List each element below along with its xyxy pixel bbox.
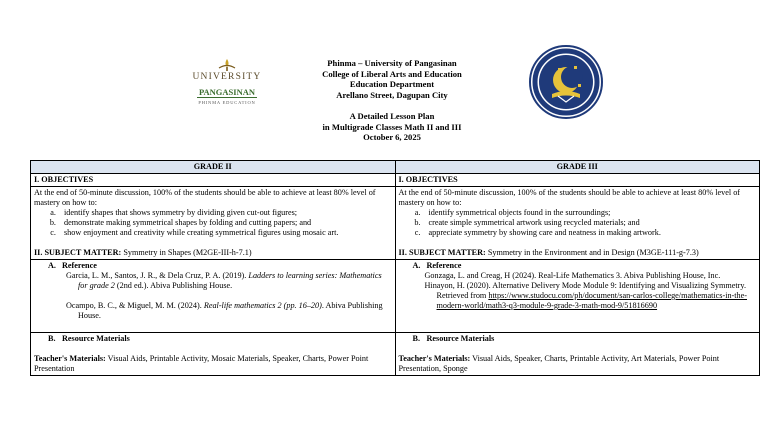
objectives-left (31, 187, 396, 260)
header-line-2: College of Liberal Arts and Education (322, 68, 462, 79)
subject-matter-right: II. SUBJECT MATTER: Symmetry in the Environment and in Design (M3GE-111-g-7.3) (398, 248, 699, 257)
reference-heading-right: A. Reference (412, 261, 462, 270)
plan-date: October 6, 2025 (363, 132, 421, 143)
objectives-label-left: I. OBJECTIVES (31, 174, 396, 187)
reference-link[interactable]: https://www.studocu.com/ph/document/san-carlos-college/mathematics-in-the-modern-world/math3-q3-module-9-grade-3-math-mod-9/51816690 (436, 291, 748, 310)
subject-matter-left: II. SUBJECT MATTER: Symmetry in Shapes (M2GE-III-h-7.1) (34, 248, 252, 257)
objectives-list-left (34, 208, 392, 238)
grade-iii-header: GRADE III (395, 161, 760, 174)
objectives-list-right (399, 208, 757, 238)
resource-left (31, 333, 396, 376)
header-line-3: Education Department (349, 79, 435, 90)
objectives-intro-right: At the end of 50-minute discussion, 100% of the students should be able to achieve at least 80% level of mastery on how to: (398, 188, 741, 207)
teacher-materials-left: Teacher's Materials: Visual Aids, Printable Activity, Mosaic Materials, Speaker, Charts, Power Point Presentation (34, 354, 369, 373)
header-text (250, 58, 534, 143)
reference-entry: Hinayon, H. (2020). Alternative Delivery Mode Module 9: Identifying and Visualizing Symmetry. Retrieved from https://www.studocu.com/ph/document/san-carlos-college/mathematics-in-the-modern-world/math3-q3-module-9-grade-3-math-mod-9/51816690 (424, 281, 748, 310)
reference-right (395, 260, 760, 333)
header-line-4: Arellano Street, Dagupan City (336, 89, 448, 100)
plan-subtitle: in Multigrade Classes Math II and III (322, 121, 462, 132)
list-item: c. appreciate symmetry by showing care and neatness in making artwork. (423, 228, 757, 238)
objectives-row (31, 187, 760, 260)
torch-emblem-icon (216, 58, 238, 72)
list-item: b. demonstrate making symmetrical shapes by folding and cutting papers; and (58, 218, 392, 228)
objectives-label-row (31, 174, 760, 187)
objectives-label-right: I. OBJECTIVES (395, 174, 760, 187)
objectives-intro-left: At the end of 50-minute discussion, 100% of the students should be able to achieve at least 80% level of mastery on how to: (34, 188, 376, 207)
list-item: c. show enjoyment and creativity while creating symmetrical figures using mosaic art. (58, 228, 392, 238)
logo-text-phinma: PHINMA EDUCATION (198, 100, 256, 105)
logo-text-pangasinan: PANGASINAN (198, 87, 256, 97)
resource-heading-right: B. Resource Materials (412, 334, 495, 343)
resource-row (31, 333, 760, 376)
teacher-materials-right: Teacher's Materials: Visual Aids, Speaker, Charts, Printable Activity, Art Materials, Power Point Presentation, Sponge (398, 354, 720, 373)
reference-heading-left: A. Reference (48, 261, 97, 270)
reference-entry: Gonzaga, L. and Creag, H (2024). Real-Life Mathematics 3. Abiva Publishing House, Inc. (424, 271, 721, 280)
resource-right (395, 333, 760, 376)
header-line-1: Phinma – University of Pangasinan (327, 58, 457, 68)
logo-text-university: UNIVERSITY (192, 72, 262, 82)
grade-header-row (31, 161, 760, 174)
plan-title: A Detailed Lesson Plan (349, 110, 435, 121)
college-seal (528, 44, 604, 120)
list-item: b. create simple symmetrical artwork using recycled materials; and (423, 218, 757, 228)
objectives-right (395, 187, 760, 260)
reference-entry: Garcia, L. M., Santos, J. R., & Dela Cruz, P. A. (2019). Ladders to learning series: Mathematics for grade 2 (2nd ed.). Abiva Publishing House. (66, 271, 382, 290)
reference-entry: Ocampo, B. C., & Miguel, M. M. (2024). Real-life mathematics 2 (pp. 16–20). Abiva Publishing House. (66, 301, 383, 320)
reference-left (31, 260, 396, 333)
reference-row (31, 260, 760, 333)
college-seal-icon (528, 44, 604, 120)
list-item: a. identify symmetrical objects found in the surroundings; (423, 208, 757, 218)
list-item: a. identify shapes that shows symmetry by dividing given cut-out figures; (58, 208, 392, 218)
lesson-plan-table (30, 160, 760, 376)
grade-ii-header: GRADE II (31, 161, 396, 174)
document-header (0, 0, 784, 160)
resource-heading-left: B. Resource Materials (48, 334, 130, 343)
